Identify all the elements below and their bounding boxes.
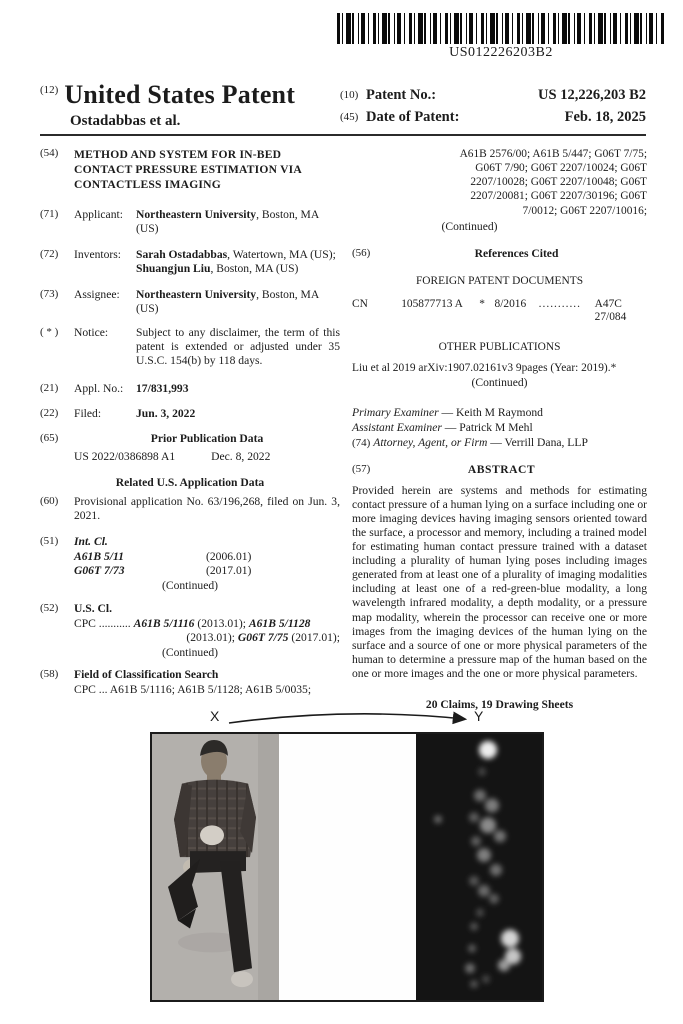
other-pub-continued: (Continued) [471, 375, 528, 389]
page-title: United States Patent [64, 80, 296, 109]
references-heading: References Cited [474, 246, 559, 260]
field-73-num: (73) [40, 288, 59, 301]
assignee-label: Assignee: [74, 288, 120, 302]
abstract-heading-row [352, 463, 647, 477]
attorney-label: Attorney, Agent, or Firm [373, 436, 488, 450]
field-74-num: (74) [352, 437, 371, 450]
other-publications-heading: OTHER PUBLICATIONS [438, 341, 561, 354]
field-52-us-cl [40, 602, 340, 660]
barcode [336, 13, 666, 61]
field-52-num: (52) [40, 601, 59, 614]
cls-line: 2207/10028; G06T 2207/10048; G06T [470, 176, 647, 189]
prior-pub-number: US 2022/0386898 A1 [74, 450, 176, 464]
classification-continuation [352, 147, 647, 218]
int-cl-row-2 [74, 564, 340, 578]
search-heading-row [40, 668, 340, 682]
field-22-filed [40, 407, 340, 421]
patent-no-label: Patent No.: [366, 87, 437, 103]
field-58-classification-search [40, 668, 340, 697]
field-21-appl-no [40, 382, 340, 396]
code-12: (12) [40, 84, 59, 96]
int-cl-row-1 [74, 550, 340, 564]
field-54-num: (54) [40, 147, 59, 159]
field-21-num: (21) [40, 382, 59, 395]
int-cl-year-1: (2006.01) [206, 550, 252, 564]
barcode-bars-icon [337, 13, 665, 44]
foreign-country: CN [352, 297, 368, 310]
field-73-assignee [40, 288, 340, 316]
us-cl-label: U.S. Cl. [74, 601, 113, 615]
field-22-num: (22) [40, 407, 59, 420]
invention-title: METHOD AND SYSTEM FOR IN-BED CONTACT PRESSURE ESTIMATION VIA CONTACTLESS IMAGING [74, 148, 302, 192]
field-65-num: (65) [40, 432, 59, 445]
field-57-num: (57) [352, 462, 371, 475]
foreign-class: A47C 27/084 [594, 297, 627, 324]
field-58-num: (58) [40, 667, 59, 680]
prior-pub-heading-row [40, 432, 340, 446]
header-right [340, 80, 646, 130]
field-65-prior-publication [40, 432, 340, 464]
int-cl-label: Int. Cl. [74, 535, 108, 549]
inventor-2-name: Shuangjun Liu [136, 262, 211, 276]
patent-kind-line [40, 80, 340, 110]
x-to-y-arrow-icon [226, 706, 472, 728]
cpc-code-3: G06T 7/75 [237, 630, 289, 644]
header-divider [40, 134, 646, 136]
foreign-patent-row [352, 298, 647, 326]
primary-examiner-label: Primary Examiner [352, 405, 439, 419]
filed-label: Filed: [74, 407, 102, 421]
field-72-inventors [40, 248, 340, 276]
attorney-name: — Verrill Dana, LLP [490, 436, 588, 450]
applicant-value [136, 208, 340, 236]
cls-line: G06T 7/90; G06T 2207/10024; G06T [475, 162, 647, 175]
foreign-number: 105877713 A [401, 297, 463, 310]
inventors-label: Inventors: [74, 248, 122, 262]
provisional-text: Provisional application No. 63/196,268, filed on Jun. 3, 2021. [74, 495, 340, 523]
us-cl-heading-row [40, 602, 340, 616]
int-cl-code-1: A61B 5/11 [74, 550, 124, 564]
notice-num: ( * ) [40, 326, 59, 339]
date-value: Feb. 18, 2025 [564, 109, 646, 126]
prior-pub-heading: Prior Publication Data [150, 432, 264, 446]
assignee-location: , Boston, MA (US) [136, 288, 319, 316]
prior-pub-date: Dec. 8, 2022 [211, 450, 271, 464]
rgb-photo-panel [152, 734, 279, 1000]
us-cl-cpc-line-1 [74, 617, 340, 631]
search-cpc-line: CPC ... A61B 5/1116; A61B 5/1128; A61B 5/0035; [74, 682, 312, 696]
field-notice [40, 326, 340, 368]
patent-no-value: US 12,226,203 B2 [538, 87, 646, 103]
appl-no-value: 17/831,993 [136, 382, 189, 396]
pressure-map-panel [416, 734, 542, 1000]
patent-date-row [340, 106, 646, 128]
assistant-examiner-line [352, 420, 647, 435]
field-71-applicant [40, 208, 340, 236]
cpc-prefix: CPC ........... [74, 616, 134, 630]
field-56-num: (56) [352, 246, 371, 259]
cls-continued: (Continued) [441, 219, 498, 233]
foreign-dots: ........... [538, 297, 581, 310]
filed-value: Jun. 3, 2022 [136, 407, 196, 421]
assignee-value [136, 288, 340, 316]
related-app-heading: Related U.S. Application Data [115, 476, 265, 490]
int-cl-heading-row [40, 535, 340, 549]
notice-label: Notice: [74, 326, 109, 340]
date-label: Date of Patent: [366, 109, 460, 126]
cpc-mid: (2013.01); [194, 616, 249, 630]
cls-line: A61B 2576/00; A61B 5/447; G06T 7/75; [459, 148, 647, 160]
applicant-label: Applicant: [74, 208, 123, 222]
figure-label-x: X [210, 708, 220, 724]
assistant-examiner-name: — Patrick M Mehl [444, 421, 533, 435]
search-label: Field of Classification Search [74, 667, 219, 681]
blank-panel [279, 734, 416, 1000]
cls-line: 7/0012; G06T 2207/10016; [522, 204, 647, 217]
inventor-2-location: , Boston, MA (US) [210, 262, 299, 276]
field-56-references [352, 247, 647, 261]
figure-panels [150, 732, 544, 1002]
applicant-name: Northeastern University [136, 208, 257, 222]
barcode-text: US012226203B2 [449, 45, 553, 60]
header-left [40, 80, 340, 130]
field-60-provisional [40, 495, 340, 523]
header [40, 80, 646, 130]
foreign-star: * [479, 297, 485, 310]
other-publication-entry: Liu et al 2019 arXiv:1907.02161v3 9pages (Year: 2019).* [352, 361, 617, 374]
abstract-heading: ABSTRACT [467, 462, 536, 476]
code-10: (10) [340, 89, 359, 101]
foreign-date: 8/2016 [494, 297, 527, 310]
examiners-block [352, 405, 647, 451]
cpc-pre: (2013.01); [186, 630, 238, 644]
field-51-int-cl [40, 535, 340, 593]
cpc-code-1: A61B 5/1116 [133, 616, 195, 630]
foreign-patents-heading: FOREIGN PATENT DOCUMENTS [415, 274, 584, 287]
us-cl-cpc-line-2 [40, 631, 340, 645]
left-column [40, 147, 340, 697]
notice-text: Subject to any disclaimer, the term of this patent is extended or adjusted under 35 U.S.C. 154(b) by 118 days. [136, 326, 340, 368]
front-page-figure [150, 705, 546, 1005]
appl-no-label: Appl. No.: [74, 382, 124, 396]
field-54-title [40, 147, 340, 194]
int-cl-continued: (Continued) [161, 579, 219, 593]
primary-examiner-name: — Keith M Raymond [441, 405, 543, 419]
applicant-location: , Boston, MA (US) [136, 208, 319, 236]
field-51-num: (51) [40, 535, 59, 548]
inventor-short-line: Ostadabbas et al. [70, 113, 181, 129]
assignee-name: Northeastern University [136, 288, 257, 302]
patent-number-row [340, 84, 646, 106]
inventor-1-name: Sarah Ostadabbas [136, 248, 228, 262]
field-72-num: (72) [40, 248, 59, 261]
figure-label-y: Y [474, 708, 484, 724]
int-cl-code-2: G06T 7/73 [74, 564, 125, 578]
assistant-examiner-label: Assistant Examiner [352, 421, 442, 435]
field-60-num: (60) [40, 495, 59, 508]
attorney-line [352, 435, 647, 451]
us-cl-continued: (Continued) [161, 645, 219, 659]
prior-pub-row [74, 450, 340, 464]
code-45: (45) [340, 111, 359, 124]
primary-examiner-line [352, 405, 647, 420]
cpc-code-2: A61B 5/1128 [248, 616, 311, 630]
field-71-num: (71) [40, 208, 59, 221]
abstract-text: Provided herein are systems and methods for estimating contact pressure of a human lying on a surface including one or more imaging devices having imaging sensors oriented toward the surface, a processor and memory, including a trained model for estimating human contact pressure trained with a dataset including a plurality of human lying poses including images generated from at least one of a plurality of imaging modalities including at least one of a red-green-blue modality, a long wavelength infrared modality, a depth modality, or a pressure map modality, wherein the processor can receive one or more images from the imaging devices of the human lying on the surface and a source of one or more physical parameters of the human to determine a pressure map of the human based on the one or more images and the one or more physical parameters. [352, 483, 647, 680]
inventor-1-location: , Watertown, MA (US); [227, 248, 336, 262]
int-cl-year-2: (2017.01) [206, 564, 252, 578]
cpc-post: (2017.01); [288, 630, 340, 644]
claims-line: 20 Claims, 19 Drawing Sheets [425, 697, 574, 711]
right-column [352, 147, 647, 712]
inventors-value [136, 248, 340, 276]
cls-line: 2207/20081; G06T 2207/30196; G06T [470, 190, 647, 203]
